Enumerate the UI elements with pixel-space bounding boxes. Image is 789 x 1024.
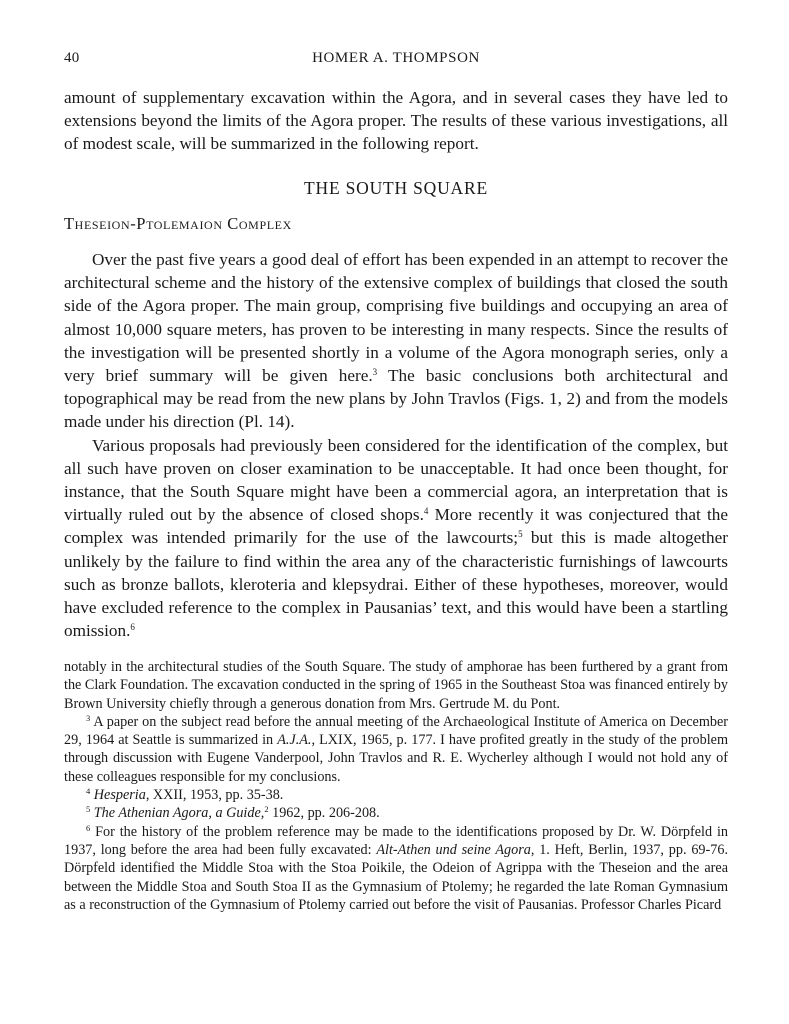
paragraph-1-text-b: The basic conclusions both architectural and topographical may be read from the new plans by John Travlos (Figs. 1, 2) and from the models made under his direction (Pl. 14). [64,366,728,432]
paragraph-2-text-a: Various proposals had previously been considered for the identification of the complex, but all such have proven on closer examination to be unacceptable. It had once been thought, for instance, that the South Square might have been a commercial agora, an interpretation that is virtually ruled out by the absence of closed shops. [64,435,728,525]
footnote-3-text-a: A paper on the subject read before the annual meeting of the Archaeological Institute of America on December 29, 1964 at Seattle is summarized in [64,713,728,749]
footnote-ref-6[interactable]: 6 [130,622,135,633]
paragraph-2-text-c: but this is made altogether unlikely by the failure to find within the area any of the characteristic furnishings of lawcourts such as bronze ballots, kleroteria and klepsydrai. Either of these hypotheses, moreover, would have excluded reference to the complex in Pausanias’ text, and this would have been a startling omission. [64,528,728,641]
footnote-continuation: notably in the architectural studies of the South Square. The study of amphorae has been furthered by a grant from the Clark Foundation. The excavation conducted in the spring of 1965 in the Southeast Stoa was financed entirely by Brown University chiefly through a generous donation from Mrs. Gertrude M. du Pont. [64,659,728,712]
intro-paragraph: amount of supplementary excavation within the Agora, and in several cases they have led to extensions beyond the limits of the Agora proper. The results of these various investigations, all of modest scale, will be summarized in the following report. [64,88,728,154]
footnote-6-text-a: For the history of the problem reference may be made to the identifications proposed by Dr. W. Dörpfeld in 1937, long before the area had been fully excavated: [64,823,728,858]
footnote-5-text: 1962, pp. 206-208. [268,805,380,822]
main-body [64,240,728,642]
footnote-3 [64,713,728,786]
footnote-6-text-b: 1. Heft, Berlin, 1937, pp. 69-76. Dörpfeld identified the Middle Stoa with the Stoa Poikile, the Odeion of Agrippa with the Theseion and the area between the Middle Stoa and South Stoa II as the Gymnasium of Ptolemy; he regarded the late Roman Gymnasium as a reconstruction of the Gymnasium of Ptolemy carried out before the visit of Pausanias. Professor Charles Picard [64,841,728,913]
section-title: THE SOUTH SQUARE [304,178,488,198]
paragraph-1-text-a: Over the past five years a good deal of effort has been expended in an attempt to recover the architectural scheme and the history of the extensive complex of buildings that closed the south side of the Agora proper. The main group, comprising five buildings and occupying an area of almost 10,000 square meters, has proven to be interesting in many respects. Since the results of the investigation will be presented shortly in a volume of the Agora monograph series, only a very brief summary will be given here. [64,250,728,386]
footnote-ref-3[interactable]: 3 [372,367,378,378]
running-head [64,50,728,70]
footnote-5-mark: 5 [86,804,91,815]
footnote-6-mark: 6 [86,822,91,833]
footnotes [64,658,728,914]
footnote-6 [64,823,728,914]
section-subhead: Theseion-Ptolemaion Complex [64,214,292,233]
footnote-4-mark: 4 [86,786,91,797]
footnote-4-journal: Hesperia [93,787,146,804]
running-title: HOMER A. THOMPSON [312,50,480,66]
footnote-3-journal: A.J.A. [277,732,312,749]
footnote-3-mark: 3 [86,712,91,723]
footnote-ref-5[interactable]: 5 [518,529,523,540]
paragraph-2-text-b: More recently it was conjectured that the complex was intended primarily for the use of the lawcourts; [64,505,728,548]
footnote-4-text: , XXII, 1953, pp. 35-38. [145,787,284,804]
page-number: 40 [64,50,80,66]
footnote-4 [64,786,728,804]
paragraph-2 [64,434,728,643]
footnote-5-title: The Athenian Agora, a Guide, [93,805,265,822]
paragraph-1 [64,248,728,434]
footnote-5-edition: 2 [264,804,269,815]
footnote-3-text-b: , LXIX, 1965, p. 177. I have profited greatly in the study of the problem through discussion with Eugene Vanderpool, John Travlos and R. E. Wycherley although I would not hold any of these colleagues responsible for my conclusions. [64,732,729,785]
footnote-ref-4[interactable]: 4 [423,506,429,517]
footnote-6-title: Alt-Athen und seine Agora, [376,841,535,858]
footnote-5 [64,804,728,822]
